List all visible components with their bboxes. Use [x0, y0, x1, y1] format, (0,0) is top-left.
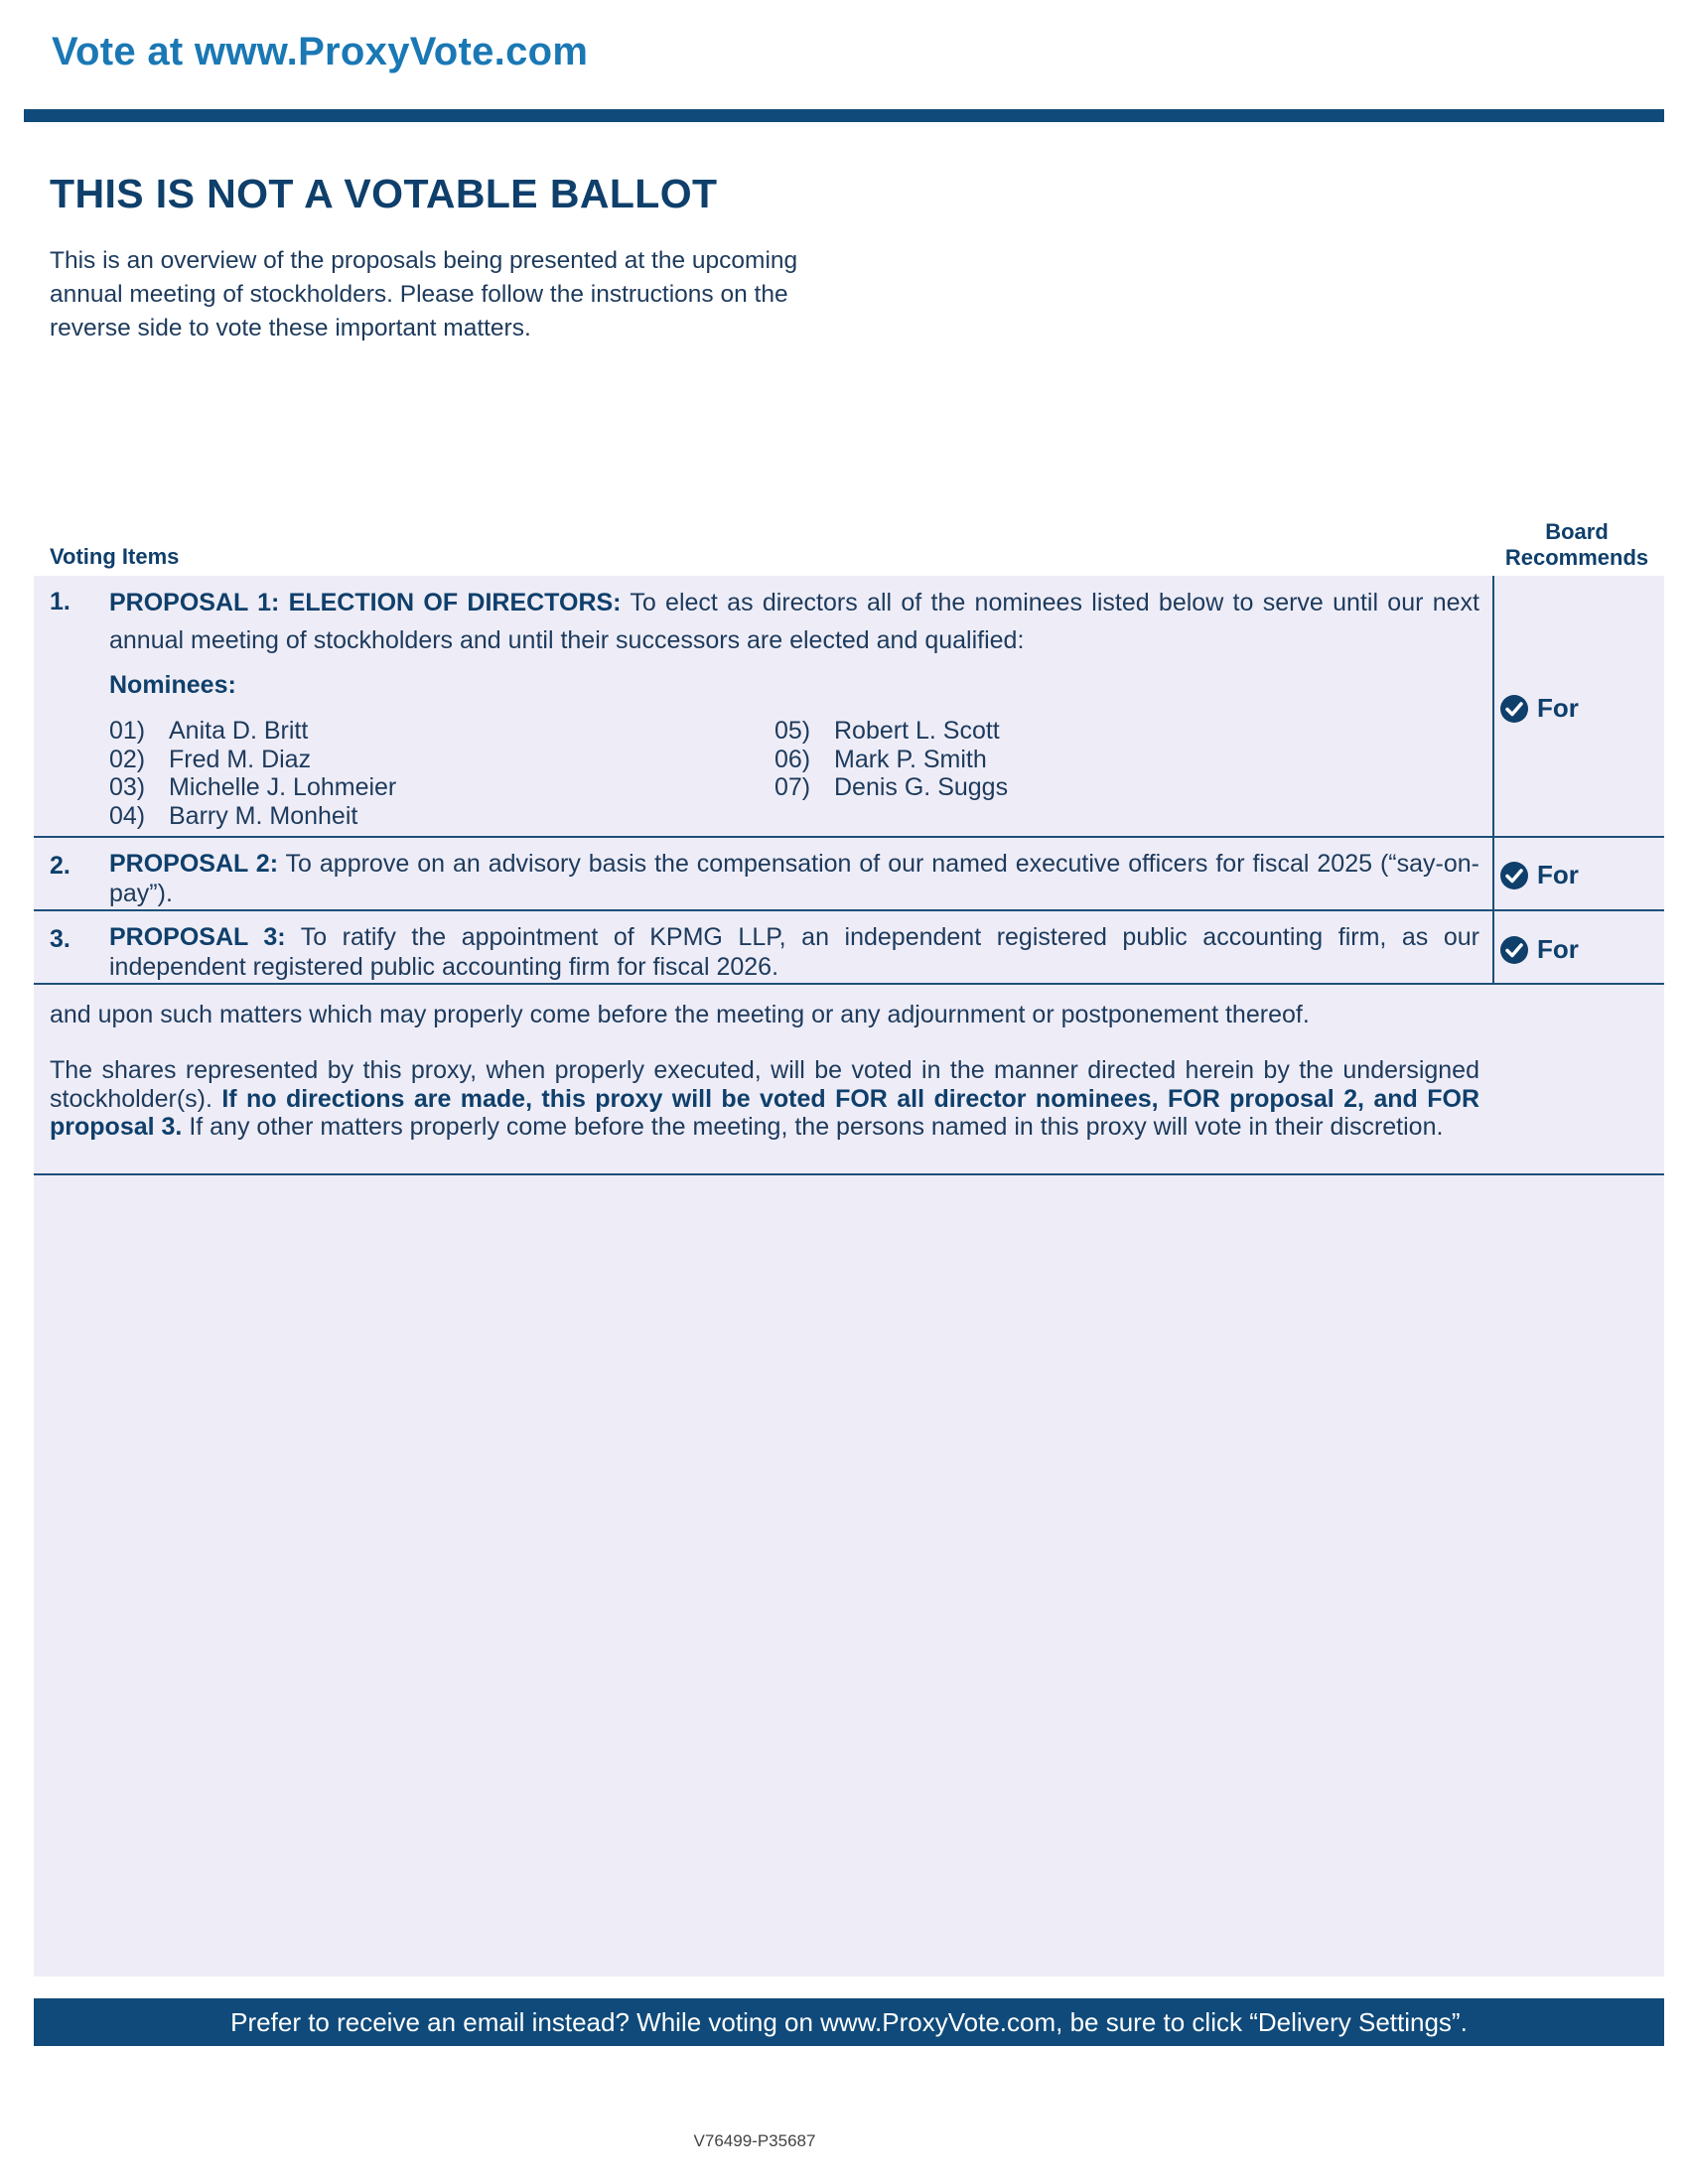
row-divider — [34, 1173, 1664, 1175]
column-divider — [1492, 576, 1494, 985]
nominees-right-column — [774, 717, 1008, 802]
proxyvote-link[interactable]: Vote at www.ProxyVote.com — [52, 30, 589, 73]
proposal-1-description: To elect as directors all of the nominees listed below to serve until our next annual meeting of stockholders and until their successors are elected and qualified: — [109, 589, 1479, 654]
proposal-2-recommendation: For — [1499, 860, 1579, 890]
proposal-1-text — [109, 584, 1479, 659]
nominee-item: 03) Michelle J. Lohmeier — [109, 773, 397, 801]
nominee-item: 07) Denis G. Suggs — [774, 773, 1009, 801]
voting-items-header: Voting Items — [50, 544, 180, 569]
intro-text: This is an overview of the proposals being presented at the upcoming annual meeting of stockholders. Please follow the instructions on the reverse side to vote these important matters. — [50, 247, 798, 341]
row-divider — [34, 836, 1664, 838]
header-rule — [24, 109, 1664, 122]
proposal-3-number: 3. — [50, 925, 70, 953]
page-title: THIS IS NOT A VOTABLE BALLOT — [50, 171, 718, 216]
row-divider — [34, 983, 1664, 985]
nominee-item: 04) Barry M. Monheit — [109, 801, 358, 830]
proposal-3-text — [109, 922, 1479, 982]
shares-statement-bold: If no directions are made, this proxy will be voted FOR all director nominees, FOR proposal 2, and FOR proposal 3. — [50, 1084, 1479, 1141]
proposal-2-title: PROPOSAL 2: — [109, 850, 279, 878]
check-circle-icon — [1499, 861, 1529, 890]
proposal-1-title: PROPOSAL 1: ELECTION OF DIRECTORS: — [109, 589, 622, 616]
proposal-3-description: To ratify the appointment of KPMG LLP, an independent registered public accounting firm, as our independent registered public accounting firm for fiscal 2026. — [109, 923, 1479, 981]
row-divider — [34, 909, 1664, 911]
nominee-item: 06) Mark P. Smith — [774, 745, 987, 773]
board-recommends-header: Board Recommends — [1504, 519, 1649, 570]
nominee-item: 05) Robert L. Scott — [774, 717, 1000, 745]
check-circle-icon — [1499, 694, 1529, 724]
proposal-2-text — [109, 849, 1479, 908]
nominee-item: 01) Anita D. Britt — [109, 717, 309, 745]
proposal-2-number: 2. — [50, 852, 70, 880]
nominee-item: 02) Fred M. Diaz — [109, 745, 312, 773]
proposal-3-recommendation: For — [1499, 934, 1579, 965]
delivery-settings-banner: Prefer to receive an email instead? While voting on www.ProxyVote.com, be sure to click “Delivery Settings”. — [34, 1998, 1664, 2046]
shares-statement — [50, 1056, 1479, 1142]
document-code: V76499-P35687 — [693, 2131, 816, 2150]
proposal-3-title: PROPOSAL 3: — [109, 923, 286, 951]
shares-statement-part2: If any other matters properly come before the meeting, the persons named in this proxy will vote in their discretion. — [182, 1113, 1444, 1141]
other-matters-text: and upon such matters which may properly come before the meeting or any adjournment or postponement thereof. — [50, 1001, 1310, 1028]
proposal-1-recommendation: For — [1499, 693, 1579, 724]
proposal-2-description: To approve on an advisory basis the compensation of our named executive officers for fiscal 2025 (“say-on-pay”). — [109, 850, 1479, 907]
check-circle-icon — [1499, 935, 1529, 965]
shares-statement-part1: The shares represented by this proxy, when properly executed, will be voted in the manner directed herein by the undersigned stockholder(s). — [50, 1056, 1479, 1113]
proposal-1-number: 1. — [50, 588, 70, 615]
nominees-label: Nominees: — [109, 671, 236, 699]
nominees-left-column — [109, 717, 396, 830]
